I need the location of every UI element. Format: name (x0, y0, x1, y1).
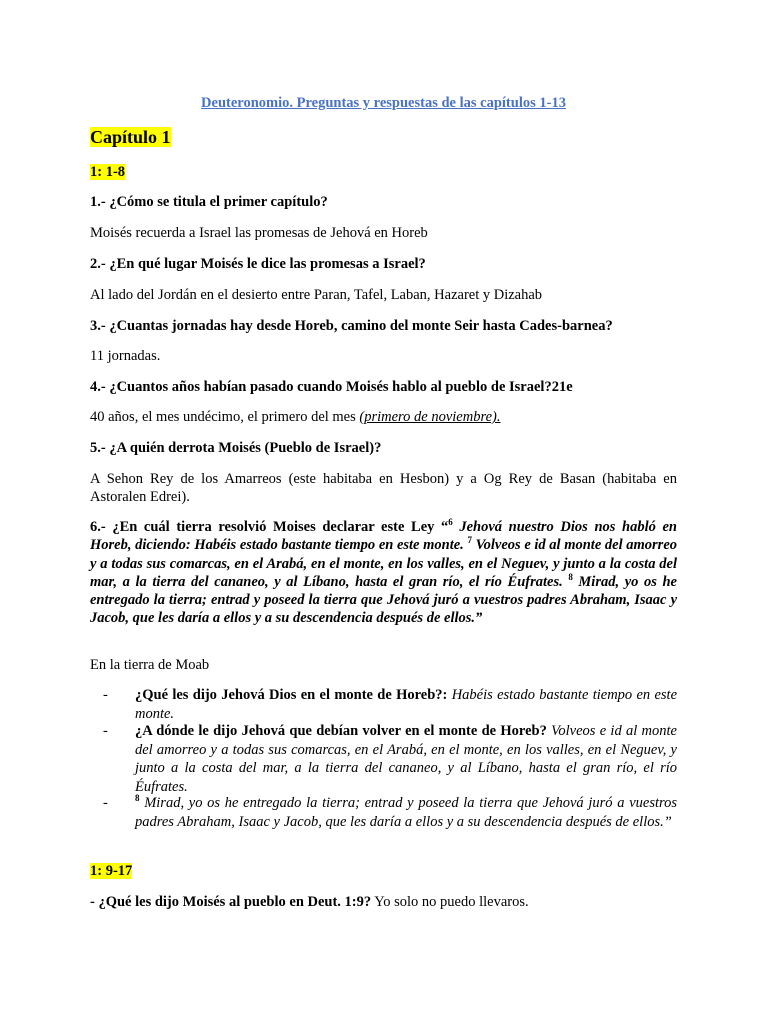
question-4: 4.- ¿Cuantos años habían pasado cuando Moisés hablo al pueblo de Israel?21e (90, 379, 573, 395)
answer-3: 11 jornadas. (90, 348, 161, 364)
verse-8-text: Mirad, yo os he entregado la tierra; entrad y poseed la tierra que Jehová juró a vuestros padres Abraham, Isaac y Jacob, que les daría a ellos y a su descendencia después de ellos.” (90, 573, 677, 627)
question-6-lead: 6.- ¿En cuál tierra resolvió Moises declarar este Ley “ (90, 519, 449, 535)
question-5: 5.- ¿A quién derrota Moisés (Pueblo de Israel)? (90, 440, 382, 456)
question-3: 3.- ¿Cuantas jornadas hay desde Horeb, camino del monte Seir hasta Cades-barnea? (90, 318, 613, 334)
answer-2: Al lado del Jordán en el desierto entre Paran, Tafel, Laban, Hazaret y Dizahab (90, 287, 543, 303)
answer-4-note: (primero de noviembre). (359, 409, 501, 425)
list-item-question: ¿A dónde le dijo Jehová que debían volver en el monte de Horeb? (135, 723, 547, 739)
verse-7-text: Volveos e id al monte del amorreo y a todas sus comarcas, en el Arabá, en el monte, en los valles, en el Neguev, y junto a la costa del mar, a la tierra del cananeo, y al Líbano, hasta el gran río, el río Éufrates. (90, 537, 678, 590)
verse-number-7: 7 (467, 535, 472, 546)
answer-6: En la tierra de Moab (90, 657, 210, 673)
answer-7: Yo solo no puedo llevaros. (371, 894, 529, 910)
answer-1: Moisés recuerda a Israel las promesas de Jehová en Horeb (90, 225, 428, 241)
question-2: 2.- ¿En qué lugar Moisés le dice las promesas a Israel? (90, 256, 426, 272)
list-item (103, 686, 678, 723)
section-heading-2 (90, 862, 677, 880)
list-dash: - (103, 687, 108, 703)
verse-number-6: 6 (448, 517, 453, 528)
chapter-heading-text: Capítulo 1 (90, 127, 171, 147)
list-item-question: ¿Qué les dijo Jehová Dios en el monte de Horeb?: (135, 687, 448, 703)
list-item-answer: Volveos e id al monte del amorreo y a todas sus comarcas, en el Arabá, en el monte, en los valles, en el Neguev, y junto a la costa del mar, a la tierra del cananeo, y al Líbano, hasta el gran río, el río Éufrates. (135, 723, 677, 795)
question-1: 1.- ¿Cómo se titula el primer capítulo? (90, 194, 328, 210)
question-7 (90, 893, 677, 911)
verse-6-text: Jehová nuestro Dios nos habló en Horeb, diciendo: Habéis estado bastante tiempo en este monte. (90, 519, 677, 554)
document-title[interactable]: Deuteronomio. Preguntas y respuestas de las capítulos 1-13 (201, 95, 566, 111)
answer-4-text: 40 años, el mes undécimo, el primero del mes (90, 409, 360, 425)
list-item-answer: Mirad, yo os he entregado la tierra; entrad y poseed la tierra que Jehová juró a vuestros padres Abraham, Isaac y Jacob, que les daría a ellos y a su descendencia después de ellos.” (135, 795, 677, 830)
verse-number-8: 8 (135, 793, 140, 804)
answer-5: A Sehon Rey de los Amarreos (este habitaba en Hesbon) y a Og Rey de Basan (habitaba en Astoralen Edrei). (90, 471, 677, 505)
verse-number-8: 8 (568, 572, 573, 583)
list-dash: - (103, 795, 108, 811)
chapter-heading (90, 128, 677, 148)
list-item-answer: Habéis estado bastante tiempo en este monte. (135, 687, 678, 722)
list-item (103, 793, 677, 831)
list-item (103, 722, 677, 796)
question-6 (90, 518, 677, 628)
list-dash: - (103, 723, 108, 739)
section-heading-1 (90, 163, 677, 181)
section-heading-1-text: 1: 1-8 (90, 164, 126, 180)
section-heading-2-text: 1: 9-17 (90, 863, 133, 879)
question-7-text: - ¿Qué les dijo Moisés al pueblo en Deut. 1:9? (90, 894, 372, 910)
answer-4 (90, 408, 677, 426)
